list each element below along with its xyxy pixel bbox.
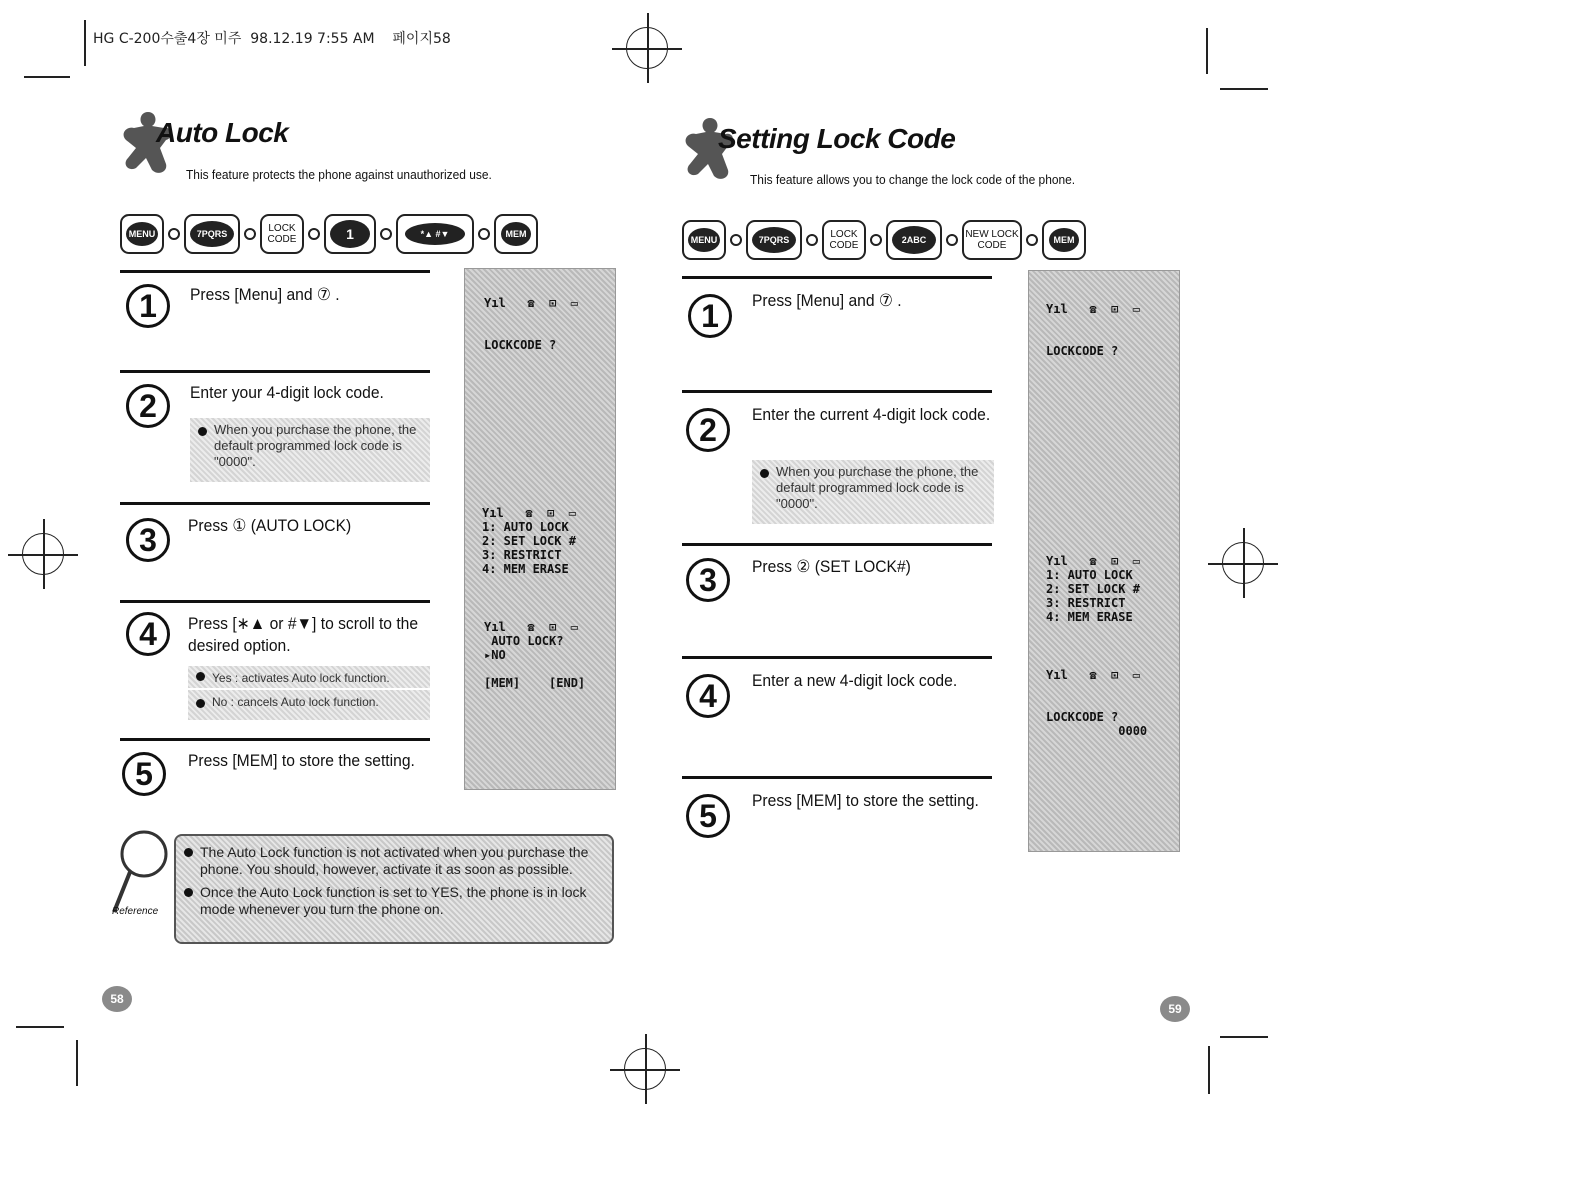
reference-item: The Auto Lock function is not activated when you purchase the phone. You should, however, activate it as soon as possible. (200, 844, 602, 878)
registration-mark-icon (1222, 542, 1264, 584)
info-note: Yes : activates Auto lock function. (188, 666, 430, 688)
page-number: 58 (102, 986, 132, 1012)
sequence-arrow-icon (380, 228, 392, 240)
page-title: Auto Lock (156, 117, 289, 148)
reference-item: Once the Auto Lock function is set to YES, the phone is in lock mode whenever you turn the phone on. (200, 884, 602, 918)
step-divider (120, 502, 430, 505)
sequence-arrow-icon (168, 228, 180, 240)
sequence-arrow-icon (478, 228, 490, 240)
mem-key-icon: MEM (494, 214, 538, 254)
lcd-screen: Yıl ☎ ⊡ ▭ 1: AUTO LOCK 2: SET LOCK # 3: RESTRICT 4: MEM ERASE (1046, 554, 1140, 624)
step-text: Press ② (SET LOCK#) (752, 557, 911, 576)
step-divider (120, 270, 430, 273)
info-note: When you purchase the phone, the default programmed lock code is "0000". (752, 460, 994, 524)
page-subtitle: This feature protects the phone against unauthorized use. (186, 167, 492, 182)
sequence-arrow-icon (946, 234, 958, 246)
step-divider (682, 276, 992, 279)
step-number: 1 (688, 294, 732, 338)
lock-code-box: LOCK CODE (260, 214, 304, 254)
crop-mark (76, 1040, 78, 1086)
crop-mark (16, 1026, 64, 1028)
step-number: 3 (686, 558, 730, 602)
key-sequence (682, 220, 1086, 260)
page-title: Setting Lock Code (718, 123, 956, 154)
step-text: Enter the current 4-digit lock code. (752, 405, 991, 424)
sequence-arrow-icon (1026, 234, 1038, 246)
step-number: 4 (686, 674, 730, 718)
crop-mark (1220, 1036, 1268, 1038)
registration-mark-icon (626, 27, 668, 69)
page-number: 59 (1160, 996, 1190, 1022)
step-divider (682, 776, 992, 779)
lcd-screen: Yıl ☎ ⊡ ▭ 1: AUTO LOCK 2: SET LOCK # 3: RESTRICT 4: MEM ERASE (482, 506, 576, 576)
step-number: 5 (122, 752, 166, 796)
registration-mark-icon (624, 1048, 666, 1090)
step-divider (682, 543, 992, 546)
step-number: 2 (126, 384, 170, 428)
step-text: Press ① (AUTO LOCK) (188, 516, 352, 535)
step-number: 5 (686, 794, 730, 838)
bullet-icon (760, 469, 769, 478)
lock-code-box: LOCK CODE (822, 220, 866, 260)
key-2-icon: 2ABC (886, 220, 942, 260)
new-lock-code-box: NEW LOCK CODE (962, 220, 1022, 260)
lcd-screen: Yıl ☎ ⊡ ▭ LOCKCODE ? (1046, 302, 1140, 358)
crop-mark (1220, 88, 1268, 90)
step-text: Enter your 4-digit lock code. (190, 383, 384, 402)
sequence-arrow-icon (870, 234, 882, 246)
step-number: 2 (686, 408, 730, 452)
step-text: Enter a new 4-digit lock code. (752, 671, 958, 690)
step-text: Press [Menu] and ⑦ . (752, 291, 902, 310)
bullet-icon (184, 848, 193, 857)
bullet-icon (196, 672, 205, 681)
info-note: No : cancels Auto lock function. (188, 690, 430, 720)
step-number: 1 (126, 284, 170, 328)
menu-key-icon: MENU (682, 220, 726, 260)
info-note: When you purchase the phone, the default programmed lock code is "0000". (190, 418, 430, 482)
sequence-arrow-icon (730, 234, 742, 246)
registration-mark-icon (22, 533, 64, 575)
scroll-keys-icon: *▲ #▼ (396, 214, 474, 254)
step-number: 3 (126, 518, 170, 562)
crop-mark (84, 20, 86, 66)
step-divider (120, 738, 430, 741)
step-divider (120, 600, 430, 603)
lcd-screen: Yıl ☎ ⊡ ▭ AUTO LOCK? ▸NO [MEM] [END] (484, 620, 586, 690)
step-text: Press [MEM] to store the setting. (752, 791, 979, 810)
sequence-arrow-icon (806, 234, 818, 246)
print-slug: HG C-200수출4장 미주 98.12.19 7:55 AM 페이지58 (93, 31, 451, 47)
step-divider (682, 390, 992, 393)
bullet-icon (184, 888, 193, 897)
crop-mark (1206, 28, 1208, 74)
sequence-arrow-icon (308, 228, 320, 240)
menu-key-icon: MENU (120, 214, 164, 254)
crop-mark (24, 76, 70, 78)
reference-label: Reference (112, 906, 159, 917)
reference-box (174, 834, 614, 944)
key-sequence (120, 214, 538, 254)
step-divider (682, 656, 992, 659)
lcd-screen: Yıl ☎ ⊡ ▭ LOCKCODE ? (484, 296, 578, 352)
bullet-icon (198, 427, 207, 436)
key-7-icon: 7PQRS (184, 214, 240, 254)
crop-mark (1208, 1046, 1210, 1094)
sequence-arrow-icon (244, 228, 256, 240)
lcd-screen: Yıl ☎ ⊡ ▭ LOCKCODE ? 0000 (1046, 668, 1148, 738)
step-text: Press [MEM] to store the setting. (188, 751, 415, 770)
step-divider (120, 370, 430, 373)
page-subtitle: This feature allows you to change the lock code of the phone. (750, 172, 1076, 187)
key-1-icon: 1 (324, 214, 376, 254)
step-text: Press [∗▲ or #▼] to scroll to the desired option. (188, 614, 419, 655)
step-text: Press [Menu] and ⑦ . (190, 285, 340, 304)
step-number: 4 (126, 612, 170, 656)
mem-key-icon: MEM (1042, 220, 1086, 260)
key-7-icon: 7PQRS (746, 220, 802, 260)
bullet-icon (196, 699, 205, 708)
